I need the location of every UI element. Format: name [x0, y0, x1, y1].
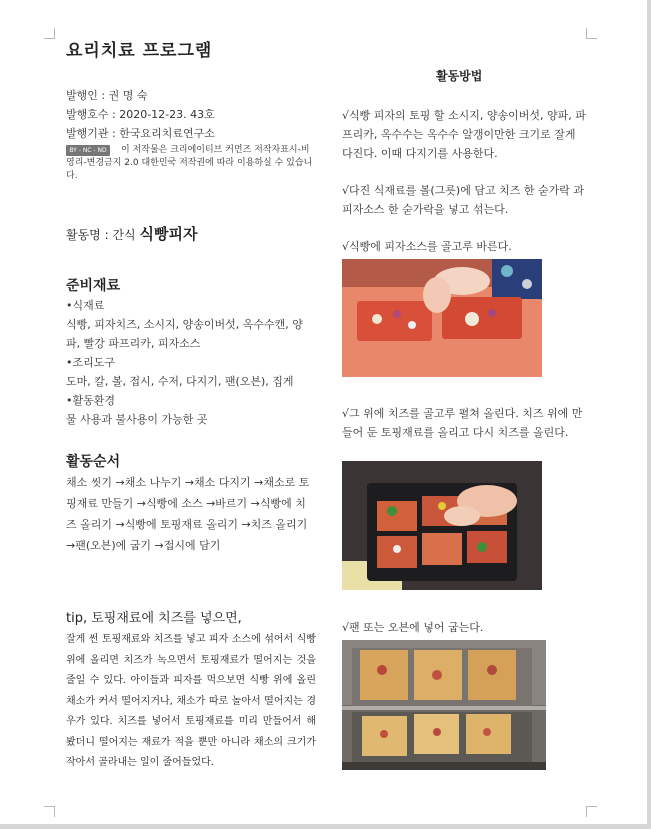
issuer: 발행인 : 권 명 숙 — [66, 89, 148, 102]
photo-cheese-topping — [342, 461, 542, 590]
license-text: 이 저작물은 크리에이티브 커먼즈 저작자표시-비영리-변경금지 2.0 대한민국 저작권에 따라 이용하실 수 있습니다. — [66, 145, 313, 181]
method-step-2: √다진 식재료를 볼(그릇)에 담고 치즈 한 숟가락 과 피자소스 한 숟가락을 넣고 섞는다. — [342, 184, 584, 216]
issuing-org: 발행기관 : 한국요리치료연구소 — [66, 127, 215, 140]
crop-mark-bottom-right — [586, 806, 597, 817]
tip-heading: tip, 토핑재료에 치즈를 넣으면, — [66, 611, 242, 626]
food-label: •식재료 — [66, 299, 105, 312]
method-heading: 활동방법 — [436, 69, 483, 83]
method-step-1: √식빵 피자의 토핑 할 소시지, 양송이버섯, 양파, 파프리카, 옥수수는 옥수수 알갱이만한 크기로 잘게 다진다. 이때 다지기를 사용한다. — [342, 109, 586, 160]
issue-number: 발행호수 : 2020-12-23. 43호 — [66, 108, 215, 121]
crop-mark-top-right — [586, 28, 597, 39]
order-text: 채소 씻기 →채소 나누기 →채소 다지기 →채소로 토핑재료 만들기 →식빵에 소스 →바르기 →식빵에 치즈 올리기 →식빵에 토핑재료 올리기 →치즈 올리기 →팬(오븐)에 굽기 →접시에 담기 — [66, 476, 310, 552]
horizontal-scrollbar[interactable] — [0, 824, 651, 829]
activity-name: 식빵피자 — [139, 225, 198, 243]
photo-baked-pizza — [342, 640, 546, 770]
vertical-ruler[interactable] — [647, 0, 651, 829]
env-label: •활동환경 — [66, 394, 115, 407]
crop-mark-top-left — [44, 28, 55, 39]
activity-title — [66, 223, 197, 244]
crop-mark-bottom-left — [44, 806, 55, 817]
method-step-3: √식빵에 피자소스를 골고루 바른다. — [342, 240, 512, 253]
tools-label: •조리도구 — [66, 356, 115, 369]
cc-license-icon: BY - NC - ND — [66, 145, 110, 156]
ingredients-heading: 준비재료 — [66, 278, 121, 294]
activity-label: 활동명 : 간식 — [66, 228, 136, 242]
tip-text: 잘게 썬 토핑재료와 치즈를 넣고 피자 소스에 섞어서 식빵 위에 올리면 치즈가 녹으면서 토핑재료가 떨어지는 것을 줄일 수 있다. 아이들과 피자를 먹으보면 식빵 위에 올린 채소가 커서 떨어지거나, 채소가 따로 놀아서 떨어지는 경우가 있다. 치즈를 넣어서 토핑재료를 미리 만들어서 해 봤더니 떨어지는 재료가 적을 뿐만 아니라 채소의 크기가 작아서 골라내는 일이 줄어들었다. — [66, 634, 316, 768]
method-step-4: √그 위에 치즈를 골고루 펼쳐 올린다. 치즈 위에 만들어 둔 토핑재료를 올리고 다시 치즈를 올린다. — [342, 407, 583, 439]
tools-items: 도마, 칼, 볼, 접시, 수저, 다지기, 팬(오븐), 집게 — [66, 375, 294, 388]
env-items: 물 사용과 불사용이 가능한 곳 — [66, 413, 208, 426]
page-title: 요리치료 프로그램 — [66, 41, 213, 61]
food-items: 식빵, 피자치즈, 소시지, 양송이버섯, 옥수수캔, 양파, 빨강 파프리카, 피자소스 — [66, 318, 303, 350]
photo-spreading-sauce — [342, 259, 542, 377]
ingredients-block — [66, 296, 316, 429]
method-step-5: √팬 또는 오븐에 넣어 굽는다. — [342, 621, 484, 634]
order-heading: 활동순서 — [66, 454, 121, 470]
